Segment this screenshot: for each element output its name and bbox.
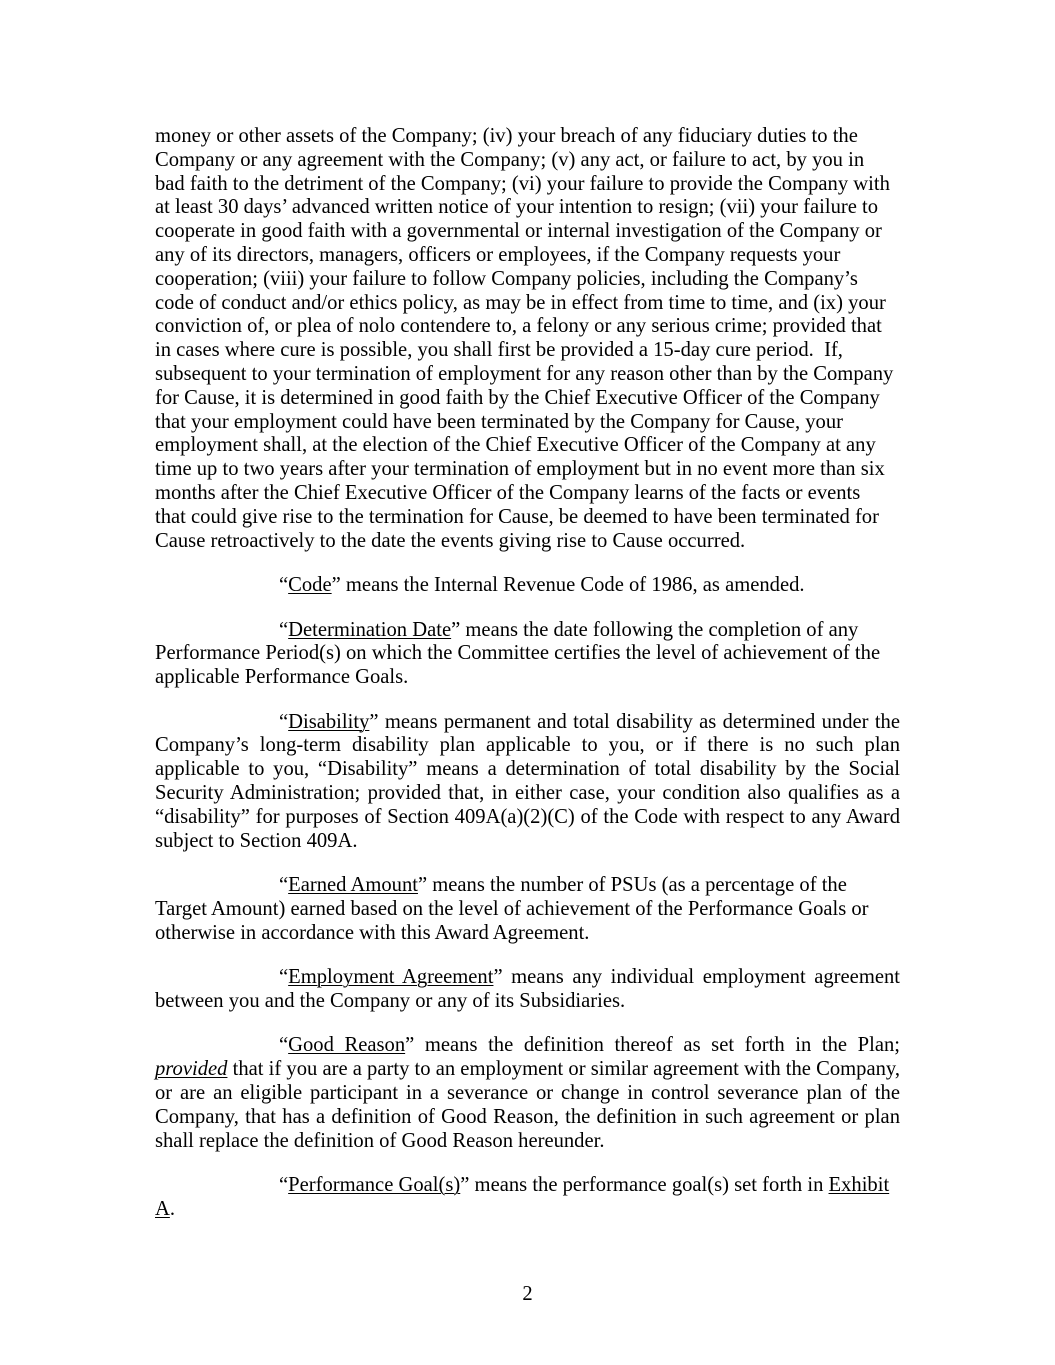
- definition-text: ” means the number of PSUs (as a percentage of the: [417, 874, 847, 897]
- text-line: subsequent to your termination of employment for any reason other than by the Company: [155, 362, 894, 385]
- definition-code: [155, 574, 900, 598]
- definition-earned-amount: [155, 874, 900, 945]
- open-quote: “: [279, 1174, 289, 1197]
- text-line: Cause retroactively to the date the events giving rise to Cause occurred.: [155, 529, 746, 552]
- text-line: [155, 874, 900, 898]
- text-line: any of its directors, managers, officers or employees, if the Company requests your: [155, 243, 841, 266]
- definition-performance-goals: [155, 1174, 900, 1222]
- open-quote: “: [279, 710, 289, 733]
- definition-text: that if you are a party to an employment or similar agreement with the Company,: [227, 1058, 900, 1081]
- text-line: shall replace the definition of Good Reason hereunder.: [155, 1129, 605, 1152]
- sentence-end: .: [169, 1197, 176, 1220]
- definition-disability: [155, 711, 900, 854]
- definition-text: ” means the definition thereof as set forth in the Plan;: [405, 1034, 900, 1057]
- defined-term: Performance Goal(s): [288, 1174, 461, 1197]
- text-line: bad faith to the detriment of the Company; (vi) your failure to provide the Company with: [155, 172, 890, 195]
- text-line: months after the Chief Executive Officer of the Company learns of the facts or events: [155, 481, 861, 504]
- text-line: Performance Period(s) on which the Committee certifies the level of achievement of the: [155, 642, 881, 665]
- definition-text: ” means the performance goal(s) set forth in: [460, 1174, 829, 1197]
- open-quote: “: [279, 874, 289, 897]
- definition-employment-agreement: [155, 966, 900, 1014]
- text-line: that could give rise to the termination for Cause, be deemed to have been terminated for: [155, 505, 879, 528]
- cause-definition-continued: [155, 125, 900, 553]
- text-line: employment shall, at the election of the Chief Executive Officer of the Company at any: [155, 434, 876, 457]
- proviso-term: provided: [155, 1058, 228, 1081]
- text-line: code of conduct and/or ethics policy, as may be in effect from time to time, and (ix) your: [155, 291, 886, 314]
- text-line: Target Amount) earned based on the level of achievement of the Performance Goals or: [155, 897, 869, 920]
- text-line: Company, that has a definition of Good Reason, the definition in such agreement or plan: [155, 1105, 900, 1128]
- definition-determination-date: [155, 619, 900, 690]
- text-line: at least 30 days’ advanced written notice of your intention to resign; (vii) your failure to: [155, 196, 879, 219]
- text-line: cooperate in good faith with a governmental or internal investigation of the Company or: [155, 220, 882, 243]
- open-quote: “: [279, 1034, 289, 1057]
- text-line: [155, 619, 900, 643]
- text-line: [155, 574, 900, 598]
- definition-text: ” means the Internal Revenue Code of 1986, as amended.: [331, 574, 805, 597]
- defined-term: Earned Amount: [288, 874, 418, 897]
- definition-text: ” means permanent and total disability as determined under the: [369, 710, 900, 733]
- text-line: in cases where cure is possible, you shall first be provided a 15-day cure period. If,: [155, 339, 843, 362]
- defined-term: Employment Agreement: [288, 966, 494, 989]
- text-line: for Cause, it is determined in good faith by the Chief Executive Officer of the Company: [155, 386, 880, 409]
- text-line: between you and the Company or any of its Subsidiaries.: [155, 989, 626, 1012]
- open-quote: “: [279, 574, 289, 597]
- text-line: conviction of, or plea of nolo contendere to, a felony or any serious crime; provided that: [155, 315, 882, 338]
- text-line: time up to two years after your termination of employment but in no event more than six: [155, 458, 885, 481]
- text-line: otherwise in accordance with this Award Agreement.: [155, 921, 590, 944]
- open-quote: “: [279, 618, 289, 641]
- exhibit-reference: Exhibit: [828, 1174, 890, 1197]
- text-line: [155, 711, 900, 735]
- text-line: Company or any agreement with the Company; (v) any act, or failure to act, by you in: [155, 148, 865, 171]
- text-line: “disability” for purposes of Section 409A(a)(2)(C) of the Code with respect to any Award: [155, 805, 900, 828]
- page-number: 2: [522, 1283, 533, 1305]
- defined-term: Code: [288, 574, 332, 597]
- text-line: or are an eligible participant in a severance or change in control severance plan of the: [155, 1082, 900, 1105]
- defined-term: Disability: [288, 710, 370, 733]
- text-line: [155, 1174, 900, 1198]
- text-line: [155, 1058, 900, 1082]
- text-line: cooperation; (viii) your failure to follow Company policies, including the Company’s: [155, 267, 858, 290]
- definition-text: ” means any individual employment agreement: [493, 966, 900, 989]
- document-body: [155, 125, 900, 1242]
- text-line: that your employment could have been terminated by the Company for Cause, your: [155, 410, 843, 433]
- definition-text: ” means the date following the completion of any: [451, 618, 859, 641]
- text-line: applicable Performance Goals.: [155, 666, 409, 689]
- text-line: Company’s long-term disability plan applicable to you, or if there is no such plan: [155, 734, 900, 757]
- text-line: Security Administration; provided that, in either case, your condition also qualifies as a: [155, 781, 900, 804]
- exhibit-reference-letter: A: [155, 1197, 170, 1220]
- text-line: [155, 1034, 900, 1058]
- text-line: applicable to you, “Disability” means a determination of total disability by the Social: [155, 758, 900, 781]
- text-line: money or other assets of the Company; (iv) your breach of any fiduciary duties to the: [155, 125, 858, 147]
- text-line: subject to Section 409A.: [155, 829, 358, 852]
- defined-term: Determination Date: [288, 618, 452, 641]
- defined-term: Good Reason: [288, 1034, 406, 1057]
- text-line: [155, 966, 900, 990]
- open-quote: “: [279, 966, 289, 989]
- definition-good-reason: [155, 1034, 900, 1153]
- text-line: [155, 1198, 900, 1222]
